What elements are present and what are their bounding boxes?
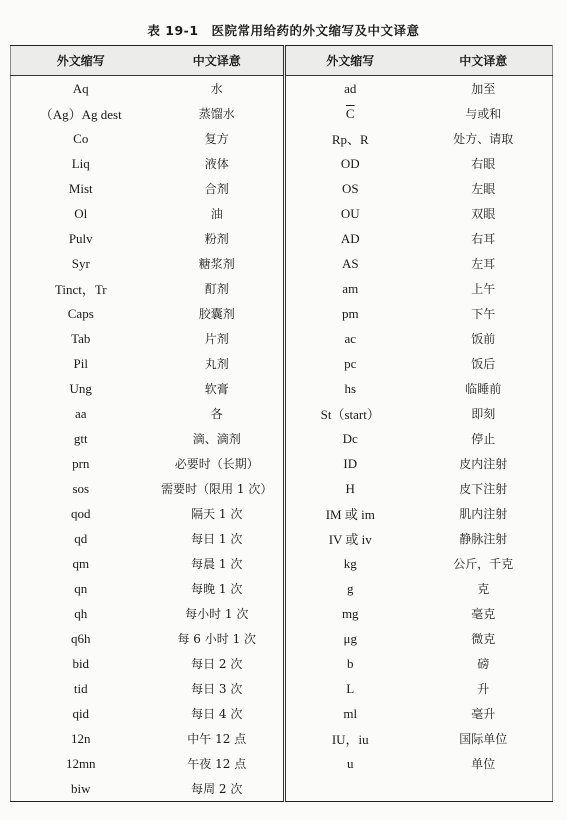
table-row — [11, 726, 553, 751]
right-meaning-cell — [415, 776, 553, 802]
right-meaning-cell: 磅 — [477, 657, 490, 671]
table-row — [11, 576, 553, 601]
right-meaning-cell: 临睡前 — [465, 382, 502, 396]
left-abbreviation-cell: bid — [72, 655, 90, 671]
left-abbreviation-cell: Caps — [67, 305, 94, 321]
table-row — [11, 76, 553, 102]
table-row — [11, 301, 553, 326]
left-abbreviation-cell: aa — [74, 405, 87, 421]
right-abbreviation-cell: u — [347, 755, 354, 771]
right-meaning-cell: 皮下注射 — [459, 482, 508, 496]
right-abbreviation-cell: pc — [344, 355, 357, 371]
left-abbreviation-cell: Ol — [74, 205, 88, 221]
left-meaning-cell: 必要时（长期） — [151, 451, 285, 476]
left-meaning-cell: 液体 — [151, 151, 285, 176]
left-meaning-cell: 糖浆剂 — [151, 251, 285, 276]
table-row — [11, 601, 553, 626]
right-abbreviation-cell: ad — [344, 80, 357, 96]
right-abbreviation-cell: μg — [343, 630, 357, 646]
right-abbreviation-cell: OD — [340, 155, 360, 171]
right-meaning-cell: 右眼 — [471, 157, 496, 171]
right-abbreviation-cell: b — [347, 655, 354, 671]
left-abbreviation-cell: 12mn — [65, 755, 96, 771]
left-abbreviation-cell: qn — [74, 580, 88, 596]
right-abbreviation-cell: mg — [341, 605, 359, 621]
table-row — [11, 151, 553, 176]
right-abbreviation-cell: ID — [343, 455, 358, 471]
right-meaning-cell: 饭前 — [471, 332, 496, 346]
table-row — [11, 626, 553, 651]
left-abbreviation-cell: gtt — [73, 430, 88, 446]
left-abbreviation-cell: Ung — [69, 380, 92, 396]
right-meaning-cell: 即刻 — [471, 407, 496, 421]
table-row — [11, 526, 553, 551]
left-meaning-cell: 每日 1 次 — [151, 526, 285, 551]
right-abbreviation-cell: L — [346, 680, 355, 696]
right-abbreviation-cell: OS — [341, 180, 359, 196]
header-left-abbreviation: 外文缩写 — [11, 46, 151, 76]
table-header — [11, 46, 553, 76]
abbreviation-table — [10, 45, 553, 802]
table-body — [11, 76, 553, 802]
right-abbreviation-cell: AD — [340, 230, 360, 246]
left-meaning-cell: 滴、滴剂 — [151, 426, 285, 451]
left-meaning-cell: 每周 2 次 — [151, 776, 285, 802]
left-meaning-cell: 复方 — [151, 126, 285, 151]
header-row — [11, 46, 553, 76]
left-meaning-cell: 每晨 1 次 — [151, 551, 285, 576]
right-abbreviation-cell: Rp、R — [331, 132, 369, 147]
left-meaning-cell: 合剂 — [151, 176, 285, 201]
left-abbreviation-cell: sos — [72, 480, 90, 496]
right-abbreviation-cell: OU — [340, 205, 360, 221]
left-abbreviation-cell: qid — [72, 705, 90, 721]
right-meaning-cell: 双眼 — [471, 207, 496, 221]
right-abbreviation-cell — [285, 776, 415, 802]
left-abbreviation-cell: Pil — [73, 355, 88, 371]
left-meaning-cell: 每晚 1 次 — [151, 576, 285, 601]
right-abbreviation-cell: $\overline{C}$ — [345, 105, 355, 121]
left-meaning-cell: 丸剂 — [151, 351, 285, 376]
left-abbreviation-cell: Aq — [72, 80, 89, 96]
table-row — [11, 351, 553, 376]
table-row — [11, 676, 553, 701]
left-abbreviation-cell: Co — [73, 130, 89, 146]
left-meaning-cell: 水 — [151, 76, 285, 102]
left-abbreviation-cell: prn — [72, 455, 90, 471]
right-meaning-cell: 皮内注射 — [459, 457, 508, 471]
left-meaning-cell: 油 — [151, 201, 285, 226]
right-abbreviation-cell: St（start） — [320, 407, 380, 422]
right-meaning-cell: 克 — [477, 582, 490, 596]
left-meaning-cell: 酊剂 — [151, 276, 285, 301]
table-row — [11, 126, 553, 151]
header-right-meaning: 中文译意 — [415, 46, 553, 76]
right-meaning-cell: 微克 — [471, 632, 496, 646]
table-row — [11, 326, 553, 351]
table-row — [11, 476, 553, 501]
table-row — [11, 101, 553, 126]
header-right-abbreviation: 外文缩写 — [285, 46, 415, 76]
right-abbreviation-cell: IU，iu — [331, 732, 369, 747]
right-meaning-cell: 肌内注射 — [459, 507, 508, 521]
left-meaning-cell: 需要时（限用 1 次） — [151, 476, 285, 501]
right-meaning-cell: 升 — [477, 682, 490, 696]
left-abbreviation-cell: 12n — [71, 730, 91, 746]
right-meaning-cell: 毫克 — [471, 607, 496, 621]
left-meaning-cell: 每 6 小时 1 次 — [151, 626, 285, 651]
left-meaning-cell: 粉剂 — [151, 226, 285, 251]
left-abbreviation-cell: Liq — [71, 155, 90, 171]
left-meaning-cell: 午夜 12 点 — [151, 751, 285, 776]
right-abbreviation-cell: H — [345, 480, 355, 496]
left-abbreviation-cell: qd — [74, 530, 88, 546]
left-abbreviation-cell: Mist — [68, 180, 93, 196]
right-abbreviation-cell: AS — [341, 255, 359, 271]
table-row — [11, 426, 553, 451]
left-meaning-cell: 每日 2 次 — [151, 651, 285, 676]
table-row — [11, 276, 553, 301]
table-row — [11, 176, 553, 201]
right-meaning-cell: 左耳 — [471, 257, 496, 271]
table-row — [11, 776, 553, 802]
table-row — [11, 501, 553, 526]
table-row — [11, 201, 553, 226]
right-meaning-cell: 饭后 — [471, 357, 496, 371]
right-abbreviation-cell: IM 或 im — [325, 507, 375, 522]
right-abbreviation-cell: hs — [344, 380, 357, 396]
table-row — [11, 376, 553, 401]
table-row — [11, 651, 553, 676]
left-abbreviation-cell: （Ag）Ag dest — [39, 107, 122, 122]
table-row — [11, 751, 553, 776]
right-meaning-cell: 处方、请取 — [453, 132, 514, 146]
right-meaning-cell: 毫升 — [471, 707, 496, 721]
left-abbreviation-cell: q6h — [71, 630, 91, 646]
right-meaning-cell: 停止 — [471, 432, 496, 446]
left-meaning-cell: 每日 3 次 — [151, 676, 285, 701]
right-meaning-cell: 右耳 — [471, 232, 496, 246]
right-abbreviation-cell: IV 或 iv — [328, 532, 372, 547]
table-row — [11, 451, 553, 476]
right-abbreviation-cell: kg — [343, 555, 357, 571]
header-left-meaning: 中文译意 — [151, 46, 285, 76]
right-abbreviation-cell: am — [342, 280, 359, 296]
table-row — [11, 251, 553, 276]
table-title: 表 19-1 医院常用给药的外文缩写及中文译意 — [147, 23, 420, 38]
right-meaning-cell: 左眼 — [471, 182, 496, 196]
table-row — [11, 701, 553, 726]
left-abbreviation-cell: tid — [73, 680, 88, 696]
right-meaning-cell: 国际单位 — [459, 732, 508, 746]
right-meaning-cell: 公斤，千克 — [453, 557, 514, 571]
left-meaning-cell: 每日 4 次 — [151, 701, 285, 726]
left-abbreviation-cell: Tab — [71, 330, 91, 346]
right-meaning-cell: 与或和 — [465, 107, 502, 121]
right-meaning-cell: 上午 — [471, 282, 496, 296]
right-abbreviation-cell: ac — [344, 330, 357, 346]
left-abbreviation-cell: Pulv — [68, 230, 93, 246]
right-abbreviation-cell: ml — [343, 705, 358, 721]
right-abbreviation-cell: Dc — [342, 430, 358, 446]
right-meaning-cell: 下午 — [471, 307, 496, 321]
left-abbreviation-cell: qh — [74, 605, 88, 621]
right-abbreviation-cell: g — [347, 580, 354, 596]
left-meaning-cell: 各 — [151, 401, 285, 426]
left-abbreviation-cell: Tinct，Tr — [54, 282, 107, 297]
right-meaning-cell: 静脉注射 — [459, 532, 508, 546]
left-meaning-cell: 每小时 1 次 — [151, 601, 285, 626]
left-abbreviation-cell: biw — [71, 780, 91, 796]
left-meaning-cell: 中午 12 点 — [151, 726, 285, 751]
left-meaning-cell: 软膏 — [151, 376, 285, 401]
table-row — [11, 551, 553, 576]
right-meaning-cell: 单位 — [471, 757, 496, 771]
left-meaning-cell: 隔天 1 次 — [151, 501, 285, 526]
left-meaning-cell: 片剂 — [151, 326, 285, 351]
left-meaning-cell: 胶囊剂 — [151, 301, 285, 326]
left-abbreviation-cell: Syr — [71, 255, 90, 271]
left-abbreviation-cell: qod — [71, 505, 91, 521]
right-abbreviation-cell: pm — [341, 305, 359, 321]
table-row — [11, 401, 553, 426]
table-row — [11, 226, 553, 251]
left-meaning-cell: 蒸馏水 — [151, 101, 285, 126]
left-abbreviation-cell: qm — [72, 555, 90, 571]
right-meaning-cell: 加至 — [471, 82, 496, 96]
